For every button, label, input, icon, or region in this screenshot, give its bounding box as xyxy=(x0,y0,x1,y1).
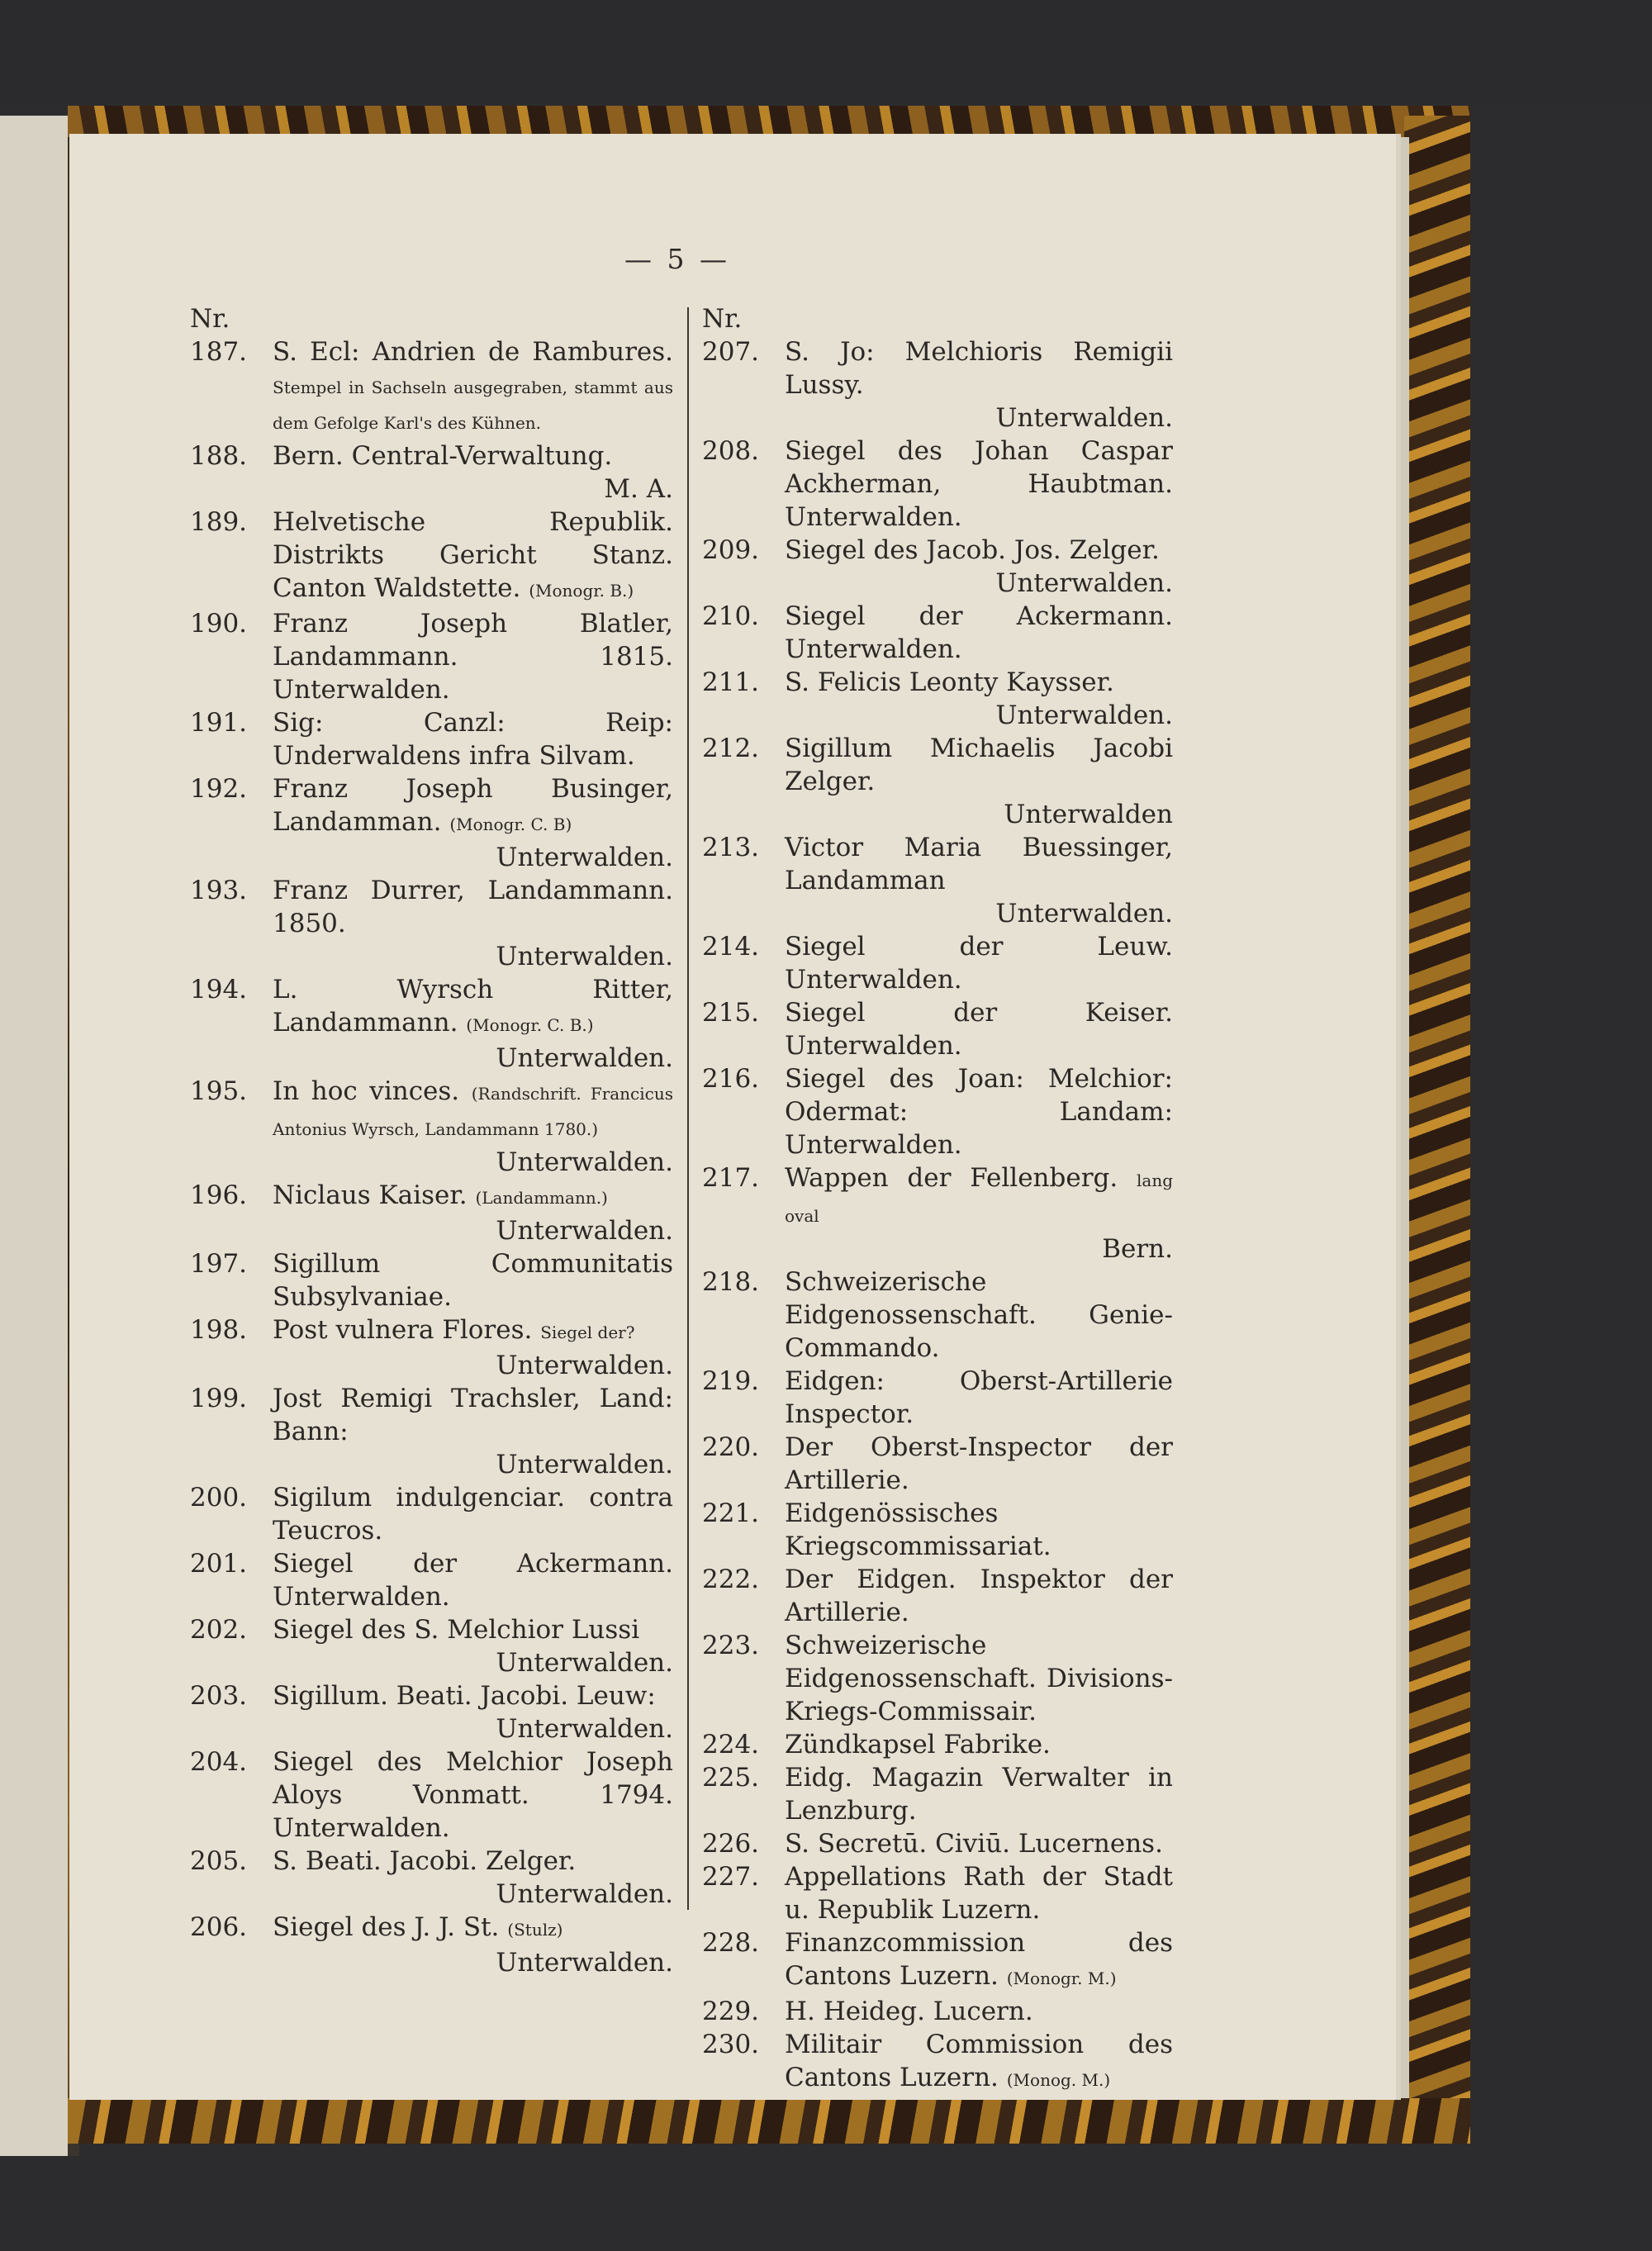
entry-number: 206. xyxy=(190,1912,248,1942)
entry-title: Finanzcommission des Cantons Luzern. xyxy=(785,1928,1173,1991)
entry-number: 230. xyxy=(702,2030,760,2059)
entry-number: 208. xyxy=(702,436,760,466)
entry-title: Siegel der Keiser. Unterwalden. xyxy=(785,998,1173,1061)
entry-place: Unterwalden. xyxy=(995,700,1173,730)
catalog-entry xyxy=(702,2028,1173,2097)
entry-text xyxy=(785,996,1173,1062)
entry-number: 191. xyxy=(190,708,248,738)
entry-number: 193. xyxy=(190,876,248,905)
entry-number: 209. xyxy=(702,535,760,565)
marbled-top-edge xyxy=(68,106,1470,137)
entry-text xyxy=(785,1161,1173,1232)
entry-number: 222. xyxy=(702,1565,760,1594)
entry-place: Unterwalden. xyxy=(496,1879,673,1909)
entry-title: Eidgenössisches Kriegscommissariat. xyxy=(785,1498,1051,1561)
entry-title: Siegel des J. J. St. xyxy=(273,1912,500,1942)
entry-text xyxy=(785,1629,1173,1728)
entry-place: M. A. xyxy=(604,474,673,504)
entry-text xyxy=(785,435,1173,534)
entry-place: Unterwalden. xyxy=(496,942,673,971)
entry-text xyxy=(785,1497,1173,1563)
entry-number: 188. xyxy=(190,441,248,471)
entry-text xyxy=(785,930,1173,996)
entry-number: 219. xyxy=(702,1366,760,1396)
entry-note: lang oval xyxy=(785,1171,1174,1226)
entry-text xyxy=(785,1926,1173,1995)
entry-note: (Landammann.) xyxy=(475,1188,608,1208)
catalog-entry xyxy=(190,1613,673,1679)
entry-title: In hoc vinces. xyxy=(273,1076,460,1106)
catalog-entry xyxy=(190,506,673,607)
entry-place: Unterwalden. xyxy=(496,1450,673,1479)
catalog-entry xyxy=(702,732,1173,831)
entry-text xyxy=(273,874,673,940)
catalog-entry xyxy=(190,607,673,706)
catalog-entry xyxy=(190,874,673,973)
entry-text xyxy=(785,831,1173,897)
entry-number: 203. xyxy=(190,1681,248,1711)
entry-text xyxy=(273,772,673,841)
entry-text xyxy=(785,666,1173,699)
entry-note: (Monogr. C. B.) xyxy=(466,1015,594,1035)
page-number: — 5 — xyxy=(624,243,730,275)
entry-text xyxy=(273,1481,673,1547)
entry-note: (Randschrift. Francicus Antonius Wyrsch, Landammann 1780.) xyxy=(273,1084,673,1139)
entry-place: Unterwalden. xyxy=(496,1648,673,1678)
catalog-entry xyxy=(702,831,1173,930)
catalog-entry xyxy=(702,666,1173,732)
background-top xyxy=(0,0,1652,103)
catalog-entry xyxy=(190,1382,673,1481)
catalog-entry xyxy=(702,1827,1173,1860)
entry-number: 224. xyxy=(702,1730,760,1759)
entry-title: Militair Commission des Cantons Luzern. xyxy=(785,2030,1173,2092)
catalog-entry xyxy=(190,1481,673,1547)
entry-text xyxy=(785,1827,1173,1860)
entry-text xyxy=(273,335,673,439)
catalog-entry xyxy=(190,706,673,772)
entry-title: Schweizerische Eidgenossenschaft. Divisions-Kriegs-Commissair. xyxy=(785,1631,1173,1726)
entry-text xyxy=(273,1679,673,1712)
entry-text xyxy=(273,1313,673,1349)
entry-title: Sigillum. Beati. Jacobi. Leuw: xyxy=(273,1681,656,1711)
entry-title: S. Beati. Jacobi. Zelger. xyxy=(273,1846,577,1876)
catalog-entry xyxy=(190,1179,673,1247)
entry-text xyxy=(785,732,1173,798)
entry-number: 194. xyxy=(190,975,248,1004)
entry-title: Eidgen: Oberst-Artillerie Inspector. xyxy=(785,1366,1173,1429)
entry-place: Unterwalden. xyxy=(995,568,1173,598)
entry-title: Franz Joseph Blatler, Landammann. 1815. Unterwalden. xyxy=(273,609,673,705)
entry-title: Siegel der Ackermann. Unterwalden. xyxy=(273,1549,673,1612)
catalog-entry xyxy=(190,1745,673,1845)
marbled-bottom-edge xyxy=(68,2098,1470,2144)
catalog-entry xyxy=(702,996,1173,1062)
catalog-entry xyxy=(702,1062,1173,1161)
catalog-entry xyxy=(190,1247,673,1313)
entry-text xyxy=(785,600,1173,666)
entry-text xyxy=(785,1431,1173,1497)
entry-title: Wappen der Fellenberg. xyxy=(785,1163,1118,1193)
entry-text xyxy=(785,1266,1173,1365)
entry-title: Schweizerische Eidgenossenschaft. Genie-Commando. xyxy=(785,1267,1173,1363)
entry-text xyxy=(273,1247,673,1313)
entry-note: Siegel der? xyxy=(540,1323,635,1342)
entry-number: 202. xyxy=(190,1615,248,1645)
entry-note: (Monogr. B.) xyxy=(529,581,634,601)
catalog-entry xyxy=(702,534,1173,600)
entry-number: 199. xyxy=(190,1384,248,1413)
entry-place: Bern. xyxy=(1102,1234,1173,1264)
entry-title: Sigilum indulgenciar. contra Teucros. xyxy=(273,1483,673,1546)
catalog-entry xyxy=(190,1679,673,1745)
catalog-entry xyxy=(702,1926,1173,1995)
entry-title: Post vulnera Flores. xyxy=(273,1315,533,1345)
marbled-board xyxy=(1404,116,1470,2139)
entry-place: Unterwalden. xyxy=(496,1216,673,1246)
catalog-entry xyxy=(190,973,673,1075)
entry-title: Siegel des Johan Caspar Ackherman, Haubtman. Unterwalden. xyxy=(785,436,1173,532)
entry-title: Siegel des Jacob. Jos. Zelger. xyxy=(785,535,1160,565)
entry-number: 212. xyxy=(702,734,760,763)
entry-number: 210. xyxy=(702,601,760,631)
entry-text xyxy=(273,1911,673,1946)
entry-text xyxy=(785,1860,1173,1926)
entry-note: (Monogr. M.) xyxy=(1006,1968,1117,1988)
entry-text xyxy=(273,439,673,473)
catalog-entry xyxy=(190,1845,673,1911)
entry-number: 214. xyxy=(702,932,760,962)
catalog-entry xyxy=(702,1860,1173,1926)
nr-header: Nr. xyxy=(190,304,230,334)
entry-title: Zündkapsel Fabrike. xyxy=(785,1730,1051,1759)
entry-number: 227. xyxy=(702,1862,760,1892)
entry-number: 221. xyxy=(702,1498,760,1528)
entry-title: S. Ecl: Andrien de Rambures. xyxy=(273,337,673,367)
catalog-entry xyxy=(190,772,673,874)
entry-number: 190. xyxy=(190,609,248,639)
entry-number: 200. xyxy=(190,1483,248,1513)
entry-text xyxy=(785,1365,1173,1431)
entry-note: (Monogr. C. B) xyxy=(449,814,572,834)
catalog-entry xyxy=(702,1728,1173,1761)
entry-number: 213. xyxy=(702,833,760,862)
catalog-entry xyxy=(190,1075,673,1179)
column-divider xyxy=(687,307,689,1910)
entry-title: Siegel des S. Melchior Lussi xyxy=(273,1615,640,1645)
catalog-entry xyxy=(702,930,1173,996)
left-column xyxy=(190,302,673,1979)
entry-number: 189. xyxy=(190,507,248,537)
entry-place: Unterwalden. xyxy=(496,1043,673,1073)
catalog-entry xyxy=(702,600,1173,666)
entry-number: 196. xyxy=(190,1180,248,1210)
entry-title: Der Eidgen. Inspektor der Artillerie. xyxy=(785,1565,1173,1627)
entry-place: Unterwalden xyxy=(1004,800,1173,829)
catalog-entry xyxy=(702,435,1173,534)
entry-number: 192. xyxy=(190,774,248,804)
entry-title: Siegel des Melchior Joseph Aloys Vonmatt. 1794. Unterwalden. xyxy=(273,1747,673,1843)
entry-title: Sigillum Michaelis Jacobi Zelger. xyxy=(785,734,1173,796)
entry-title: S. Jo: Melchioris Remigii Lussy. xyxy=(785,337,1173,400)
catalog-entry xyxy=(702,335,1173,435)
entry-text xyxy=(273,607,673,706)
entry-title: Siegel des Joan: Melchior: Odermat: Landam: Unterwalden. xyxy=(785,1064,1173,1160)
entry-title: Bern. Central-Verwaltung. xyxy=(273,441,613,471)
entry-number: 207. xyxy=(702,337,760,367)
entry-number: 223. xyxy=(702,1631,760,1660)
catalog-entry xyxy=(190,1911,673,1979)
entry-title: Appellations Rath der Stadt u. Republik Luzern. xyxy=(785,1862,1173,1925)
entry-number: 217. xyxy=(702,1163,760,1193)
entry-number: 187. xyxy=(190,337,248,367)
entry-title: Helvetische Republik. Distrikts Gericht Stanz. Canton Waldstette. xyxy=(273,507,673,603)
entry-number: 218. xyxy=(702,1267,760,1297)
entry-title: Eidg. Magazin Verwalter in Lenzburg. xyxy=(785,1763,1173,1826)
catalog-entry xyxy=(190,335,673,439)
left-page-edge xyxy=(0,116,70,2156)
entry-number: 211. xyxy=(702,667,760,697)
catalog-entry xyxy=(702,1431,1173,1497)
right-column xyxy=(702,302,1173,2097)
catalog-entry xyxy=(190,1313,673,1382)
entry-text xyxy=(273,1745,673,1845)
entry-number: 201. xyxy=(190,1549,248,1579)
entry-text xyxy=(785,2028,1173,2097)
entry-number: 229. xyxy=(702,1997,760,2026)
entry-title: Siegel der Ackermann. Unterwalden. xyxy=(785,601,1173,664)
entry-number: 228. xyxy=(702,1928,760,1958)
entry-number: 204. xyxy=(190,1747,248,1777)
entry-text xyxy=(273,1179,673,1214)
catalog-entry xyxy=(702,1563,1173,1629)
entry-number: 216. xyxy=(702,1064,760,1094)
entry-title: Der Oberst-Inspector der Artillerie. xyxy=(785,1432,1173,1495)
entry-text xyxy=(273,506,673,607)
entry-note: (Monog. M.) xyxy=(1006,2070,1111,2090)
entry-place: Unterwalden. xyxy=(496,1714,673,1744)
entry-number: 205. xyxy=(190,1846,248,1876)
catalog-entry xyxy=(702,1761,1173,1827)
entry-number: 220. xyxy=(702,1432,760,1462)
entry-text xyxy=(785,534,1173,567)
entry-text xyxy=(273,1845,673,1878)
entry-text xyxy=(785,1563,1173,1629)
entry-text xyxy=(785,1995,1173,2028)
nr-header: Nr. xyxy=(702,304,743,334)
entry-number: 225. xyxy=(702,1763,760,1793)
entry-place: Unterwalden. xyxy=(496,1948,673,1978)
catalog-entry xyxy=(702,1995,1173,2028)
entry-place: Unterwalden. xyxy=(496,1351,673,1380)
entry-note: Stempel in Sachseln ausgegraben, stammt aus dem Gefolge Karl's des Kühnen. xyxy=(273,378,673,433)
entry-title: Franz Durrer, Landammann. 1850. xyxy=(273,876,673,938)
entry-text xyxy=(785,335,1173,401)
catalog-entry xyxy=(702,1266,1173,1365)
catalog-entry xyxy=(190,1547,673,1613)
entry-number: 215. xyxy=(702,998,760,1028)
entry-text xyxy=(273,1613,673,1646)
entry-text xyxy=(785,1761,1173,1827)
entry-title: H. Heideg. Lucern. xyxy=(785,1997,1033,2026)
entry-text xyxy=(273,1547,673,1613)
entry-text xyxy=(273,1382,673,1448)
entry-title: Franz Joseph Businger, Landamman. xyxy=(273,774,673,837)
catalog-entry xyxy=(190,439,673,506)
entry-number: 226. xyxy=(702,1829,760,1859)
entry-note: (Stulz) xyxy=(507,1920,563,1940)
entry-place: Unterwalden. xyxy=(496,1147,673,1177)
entry-text xyxy=(273,973,673,1042)
entry-number: 197. xyxy=(190,1249,248,1279)
entry-text xyxy=(273,1075,673,1146)
entry-text xyxy=(273,706,673,772)
entry-title: Sigillum Communitatis Subsylvaniae. xyxy=(273,1249,673,1312)
entry-title: S. Secretū. Civiū. Lucernens. xyxy=(785,1829,1163,1859)
entry-title: Sig: Canzl: Reip: Underwaldens infra Silvam. xyxy=(273,708,673,771)
entry-place: Unterwalden. xyxy=(995,899,1173,928)
entry-place: Unterwalden. xyxy=(995,403,1173,433)
entry-title: L. Wyrsch Ritter, Landammann. xyxy=(273,975,673,1038)
catalog-entry xyxy=(702,1161,1173,1266)
catalog-entry xyxy=(702,1365,1173,1431)
catalog-entry xyxy=(702,1629,1173,1728)
entry-title: S. Felicis Leonty Kaysser. xyxy=(785,667,1114,697)
entry-text xyxy=(785,1062,1173,1161)
entry-place: Unterwalden. xyxy=(496,843,673,872)
entry-title: Siegel der Leuw. Unterwalden. xyxy=(785,932,1173,995)
entry-number: 198. xyxy=(190,1315,248,1345)
entry-number: 195. xyxy=(190,1076,248,1106)
catalog-entry xyxy=(702,1497,1173,1563)
entry-title: Jost Remigi Trachsler, Land: Bann: xyxy=(273,1384,673,1446)
entry-title: Niclaus Kaiser. xyxy=(273,1180,468,1210)
entry-title: Victor Maria Buessinger, Landamman xyxy=(785,833,1173,895)
entry-text xyxy=(785,1728,1173,1761)
